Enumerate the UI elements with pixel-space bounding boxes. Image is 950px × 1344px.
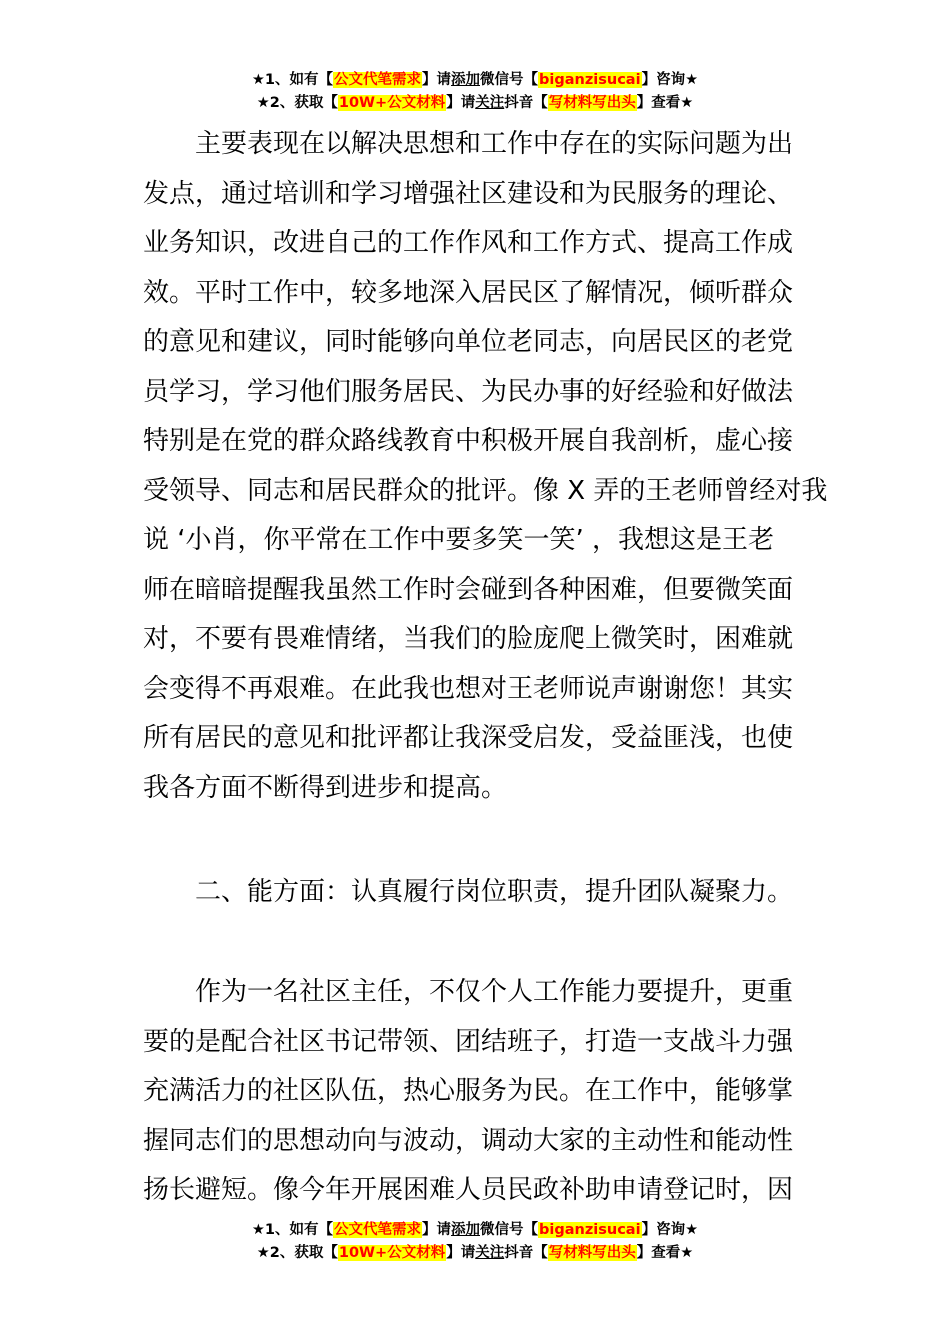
banner-text: 抖音【 bbox=[504, 95, 548, 111]
text-line: 会变得不再艰难。在此我也想对王老师说声谢谢您！其实 bbox=[143, 673, 794, 704]
banner-text: 抖音【 bbox=[504, 1245, 548, 1261]
banner-line-2 bbox=[0, 1242, 950, 1265]
bottom-banner bbox=[0, 1219, 950, 1265]
banner-text: 】请 bbox=[422, 1222, 452, 1238]
banner-highlight: 公文代笔需求 bbox=[334, 1222, 422, 1238]
banner-line-2 bbox=[0, 92, 950, 115]
text-line: 充满活力的社区队伍，热心服务为民。在工作中，能够掌 bbox=[143, 1076, 794, 1106]
text-line: 说 ‘小肖，你平常在工作中要多笑一笑’ ，我想这是王老 bbox=[143, 525, 775, 555]
banner-text: 】请 bbox=[446, 95, 476, 111]
text-line: 扬长避短。像今年开展困难人员民政补助申请登记时，因 bbox=[143, 1175, 794, 1205]
banner-text: ★1、如有【 bbox=[251, 1222, 334, 1238]
banner-text: 】请 bbox=[422, 72, 452, 88]
banner-highlight: 写材料写出头 bbox=[548, 1245, 636, 1261]
text-line: 要的是配合社区书记带领、团结班子，打造一支战斗力强 bbox=[143, 1026, 794, 1057]
banner-highlight: 公文代笔需求 bbox=[334, 72, 422, 88]
text-line: 受领导、同志和居民群众的批评。像 X 弄的王老师曾经对我 bbox=[143, 475, 828, 506]
banner-highlight: 10W+公文材料 bbox=[338, 1245, 446, 1261]
text-line: 发点，通过培训和学习增强社区建设和为民服务的理论、 bbox=[143, 178, 794, 209]
text-line: 师在暗暗提醒我虽然工作时会碰到各种困难，但要微笑面 bbox=[143, 574, 794, 605]
banner-text: 】查看★ bbox=[636, 1245, 694, 1261]
text-line: 主要表现在以解决思想和工作中存在的实际问题为出 bbox=[195, 129, 794, 159]
banner-highlight: 写材料写出头 bbox=[548, 95, 636, 111]
banner-highlight: 10W+公文材料 bbox=[338, 95, 446, 111]
text-line: 握同志们的思想动向与波动，调动大家的主动性和能动性 bbox=[143, 1125, 794, 1156]
top-banner bbox=[0, 69, 950, 115]
heading-text: 二、能方面：认真履行岗位职责，提升团队凝聚力。 bbox=[195, 877, 794, 907]
text-line: 员学习，学习他们服务居民、为民办事的好经验和好做法 bbox=[143, 376, 794, 407]
banner-underline-text: 添加 bbox=[451, 72, 481, 88]
banner-line-1 bbox=[0, 69, 950, 92]
banner-text: ★1、如有【 bbox=[251, 72, 334, 88]
text-line: 效。平时工作中，较多地深入居民区了解情况，倾听群众 bbox=[143, 277, 794, 308]
paragraph-1 bbox=[143, 120, 828, 813]
banner-text: 微信号【 bbox=[480, 1222, 539, 1238]
banner-text: 】查看★ bbox=[636, 95, 694, 111]
text-line: 作为一名社区主任，不仅个人工作能力要提升，更重 bbox=[195, 977, 794, 1007]
banner-underline-text: 关注 bbox=[475, 1245, 505, 1261]
text-line: 业务知识，改进自己的工作作风和工作方式、提高工作成 bbox=[143, 228, 794, 258]
banner-text: 】请 bbox=[446, 1245, 476, 1261]
banner-text: 微信号【 bbox=[480, 72, 539, 88]
banner-text: ★2、获取【 bbox=[256, 1245, 338, 1261]
paragraph-3 bbox=[143, 968, 807, 1216]
text-line: 所有居民的意见和批评都让我深受启发，受益匪浅，也使 bbox=[143, 723, 794, 753]
text-line: 对，不要有畏难情绪，当我们的脸庞爬上微笑时，困难就 bbox=[143, 624, 794, 654]
banner-text: ★2、获取【 bbox=[256, 95, 338, 111]
banner-highlight: biganzisucai bbox=[539, 72, 641, 88]
text-line: 的意见和建议，同时能够向单位老同志，向居民区的老党 bbox=[143, 327, 794, 357]
text-line: 我各方面不断得到进步和提高。 bbox=[143, 772, 508, 803]
banner-highlight: biganzisucai bbox=[539, 1222, 641, 1238]
banner-underline-text: 添加 bbox=[451, 1222, 481, 1238]
banner-line-1 bbox=[0, 1219, 950, 1242]
banner-underline-text: 关注 bbox=[475, 95, 505, 111]
section-heading bbox=[143, 868, 807, 918]
text-line: 特别是在党的群众路线教育中积极开展自我剖析，虚心接 bbox=[143, 426, 794, 456]
banner-text: 】咨询★ bbox=[641, 1222, 699, 1238]
banner-text: 】咨询★ bbox=[641, 72, 699, 88]
